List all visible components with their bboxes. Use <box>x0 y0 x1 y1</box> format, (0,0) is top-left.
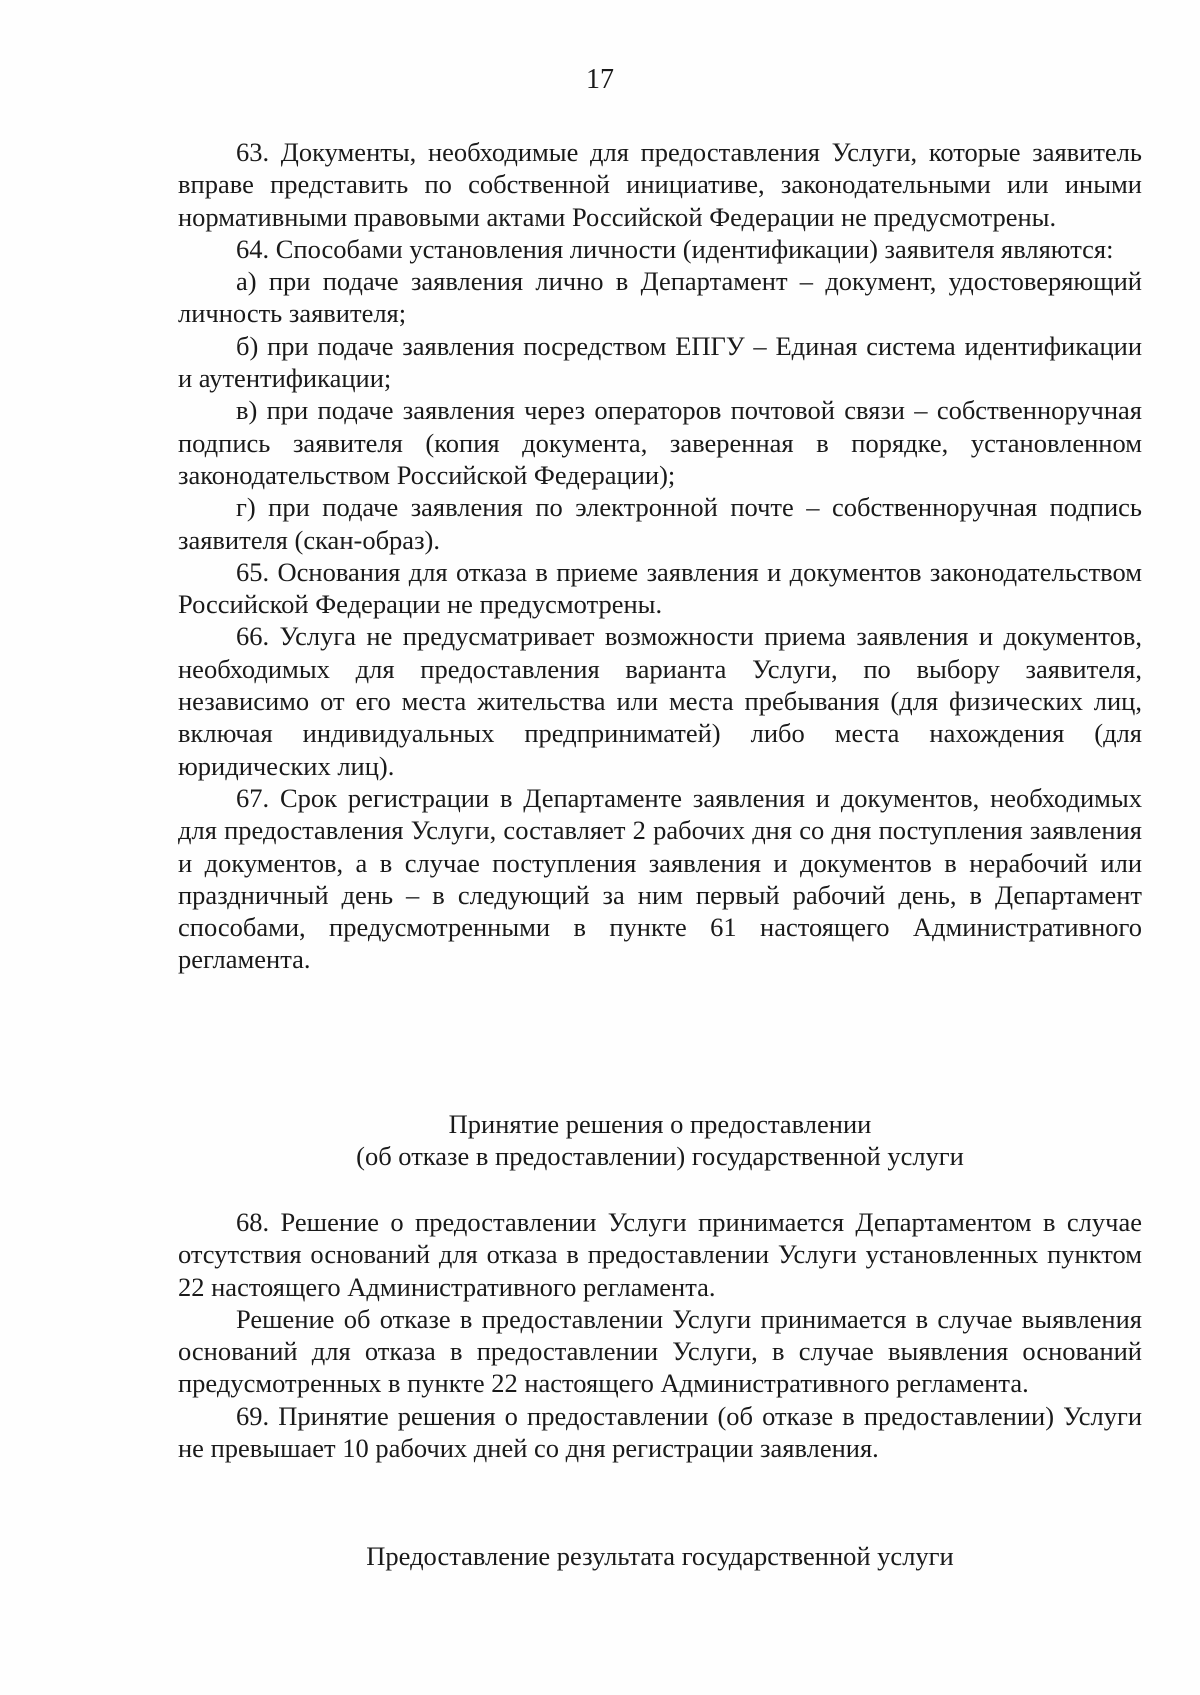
paragraph-68: 68. Решение о предоставлении Услуги принимается Департаментом в случае отсутствия оснований для отказа в предоставлении Услуги установленных пунктом 22 настоящего Административного регламента. <box>178 1207 1142 1302</box>
heading-line-1: Принятие решения о предоставлении <box>448 1109 872 1139</box>
paragraph-64-v: в) при подаче заявления через операторов почтовой связи – собственноручная подпись заявителя (копия документа, заверенная в порядке, установленном законодательством Российской Федерации); <box>178 395 1142 490</box>
paragraph-66: 66. Услуга не предусматривает возможности приема заявления и документов, необходимых для предоставления варианта Услуги, по выбору заявителя, независимо от его места жительства или места пребывания (для физических лиц, включая индивидуальных предприниматей) либо места нахождения (для юридических лиц). <box>178 621 1142 781</box>
paragraph-65: 65. Основания для отказа в приеме заявления и документов законодательством Российской Федерации не предусмотрены. <box>178 556 1142 620</box>
paragraph-69: 69. Принятие решения о предоставлении (об отказе в предоставлении) Услуги не превышает 10 рабочих дней со дня регистрации заявления. <box>178 1400 1142 1464</box>
section-heading-result: Предоставление результата государственной услуги <box>366 1541 954 1571</box>
heading-line-2: (об отказе в предоставлении) государственной услуги <box>356 1141 964 1172</box>
paragraph-64-a: а) при подаче заявления лично в Департамент – документ, удостоверяющий личность заявителя; <box>178 266 1142 329</box>
paragraph-67: 67. Срок регистрации в Департаменте заявления и документов, необходимых для предоставления Услуги, составляет 2 рабочих дня со дня поступления заявления и документов, а в случае поступления заявления и документов в нерабочий или праздничный день – в следующий за ним первый рабочий день, в Департамент способами, предусмотренными в пункте 61 настоящего Административного регламента. <box>178 782 1142 975</box>
page-number: 17 <box>586 64 614 95</box>
section-items-63-67 <box>178 136 1142 976</box>
paragraph-64-g: г) при подаче заявления по электронной почте – собственноручная подпись заявителя (скан-образ). <box>178 492 1142 555</box>
paragraph-63: 63. Документы, необходимые для предоставления Услуги, которые заявитель вправе представить по собственной инициативе, законодательными или иными нормативными правовыми актами Российской Федерации не предусмотрены. <box>178 137 1142 232</box>
paragraph-64-b: б) при подаче заявления посредством ЕПГУ – Единая система идентификации и аутентификации; <box>178 330 1142 394</box>
section-heading-decision <box>0 1108 1200 1173</box>
section-items-68-69 <box>178 1206 1142 1464</box>
paragraph-68-refusal: Решение об отказе в предоставлении Услуги принимается в случае выявления оснований для отказа в предоставлении Услуги, в случае выявления оснований предусмотренных в пункте 22 настоящего Административного регламента. <box>178 1303 1142 1399</box>
paragraph-64: 64. Способами установления личности (идентификации) заявителя являются: <box>236 233 1114 264</box>
